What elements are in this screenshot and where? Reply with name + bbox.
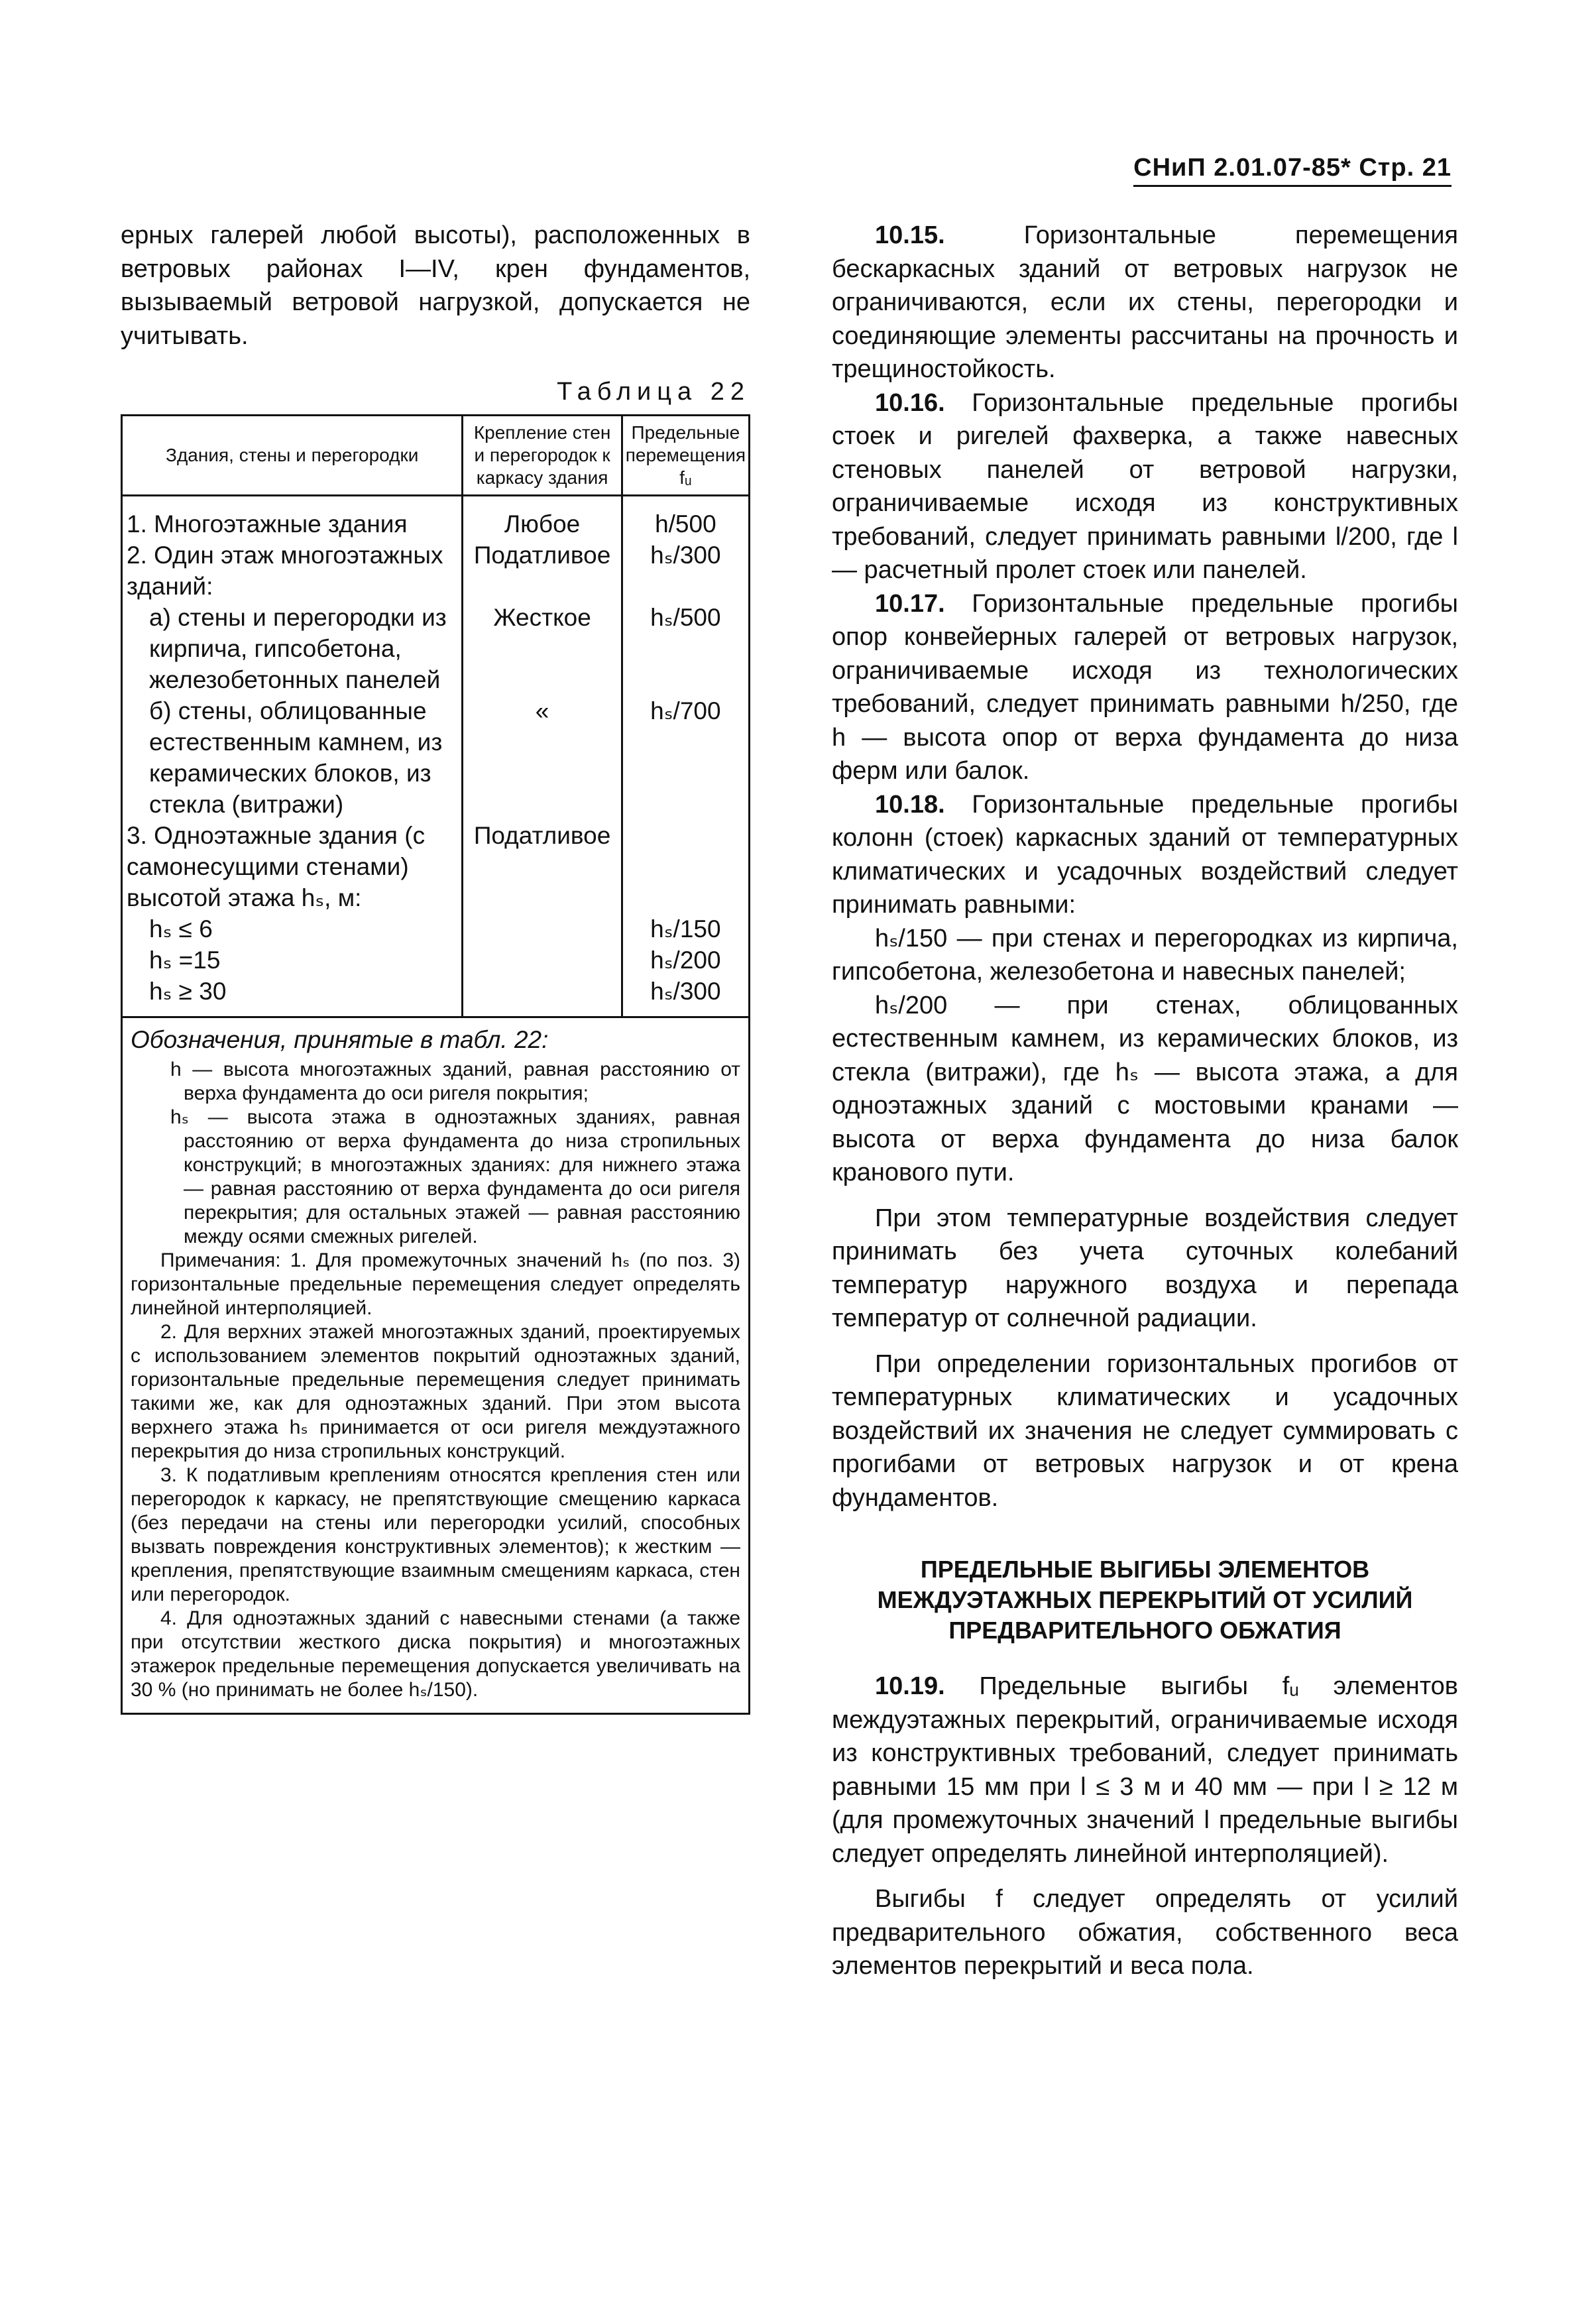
definition-h: h — высота многоэтажных зданий, равная расстоянию от верха фундамента до оси ригеля покрытия;: [170, 1059, 740, 1104]
row-fastening: Жесткое: [463, 602, 622, 695]
clause-10-18-b: hₛ/200 — при стенах, облицованных естественным камнем, из керамических блоков, из стекла (витражи), где hₛ — высота этажа, а для одноэтажных зданий с мостовыми кранами — высота от верха фундамента до низа балок кранового пути.: [832, 991, 1458, 1186]
table-row: [122, 820, 750, 913]
row-label: hₛ =15: [122, 945, 463, 976]
right-column: [832, 219, 1458, 1983]
table-row: [122, 945, 750, 976]
table-row: [122, 976, 750, 1017]
table-header-row: [122, 416, 750, 496]
row-label: 3. Одноэтажные здания (с самонесущими стенами) высотой этажа hₛ, м:: [122, 820, 463, 913]
page-header: СНиП 2.01.07-85* Стр. 21: [1133, 154, 1452, 187]
clause-10-15: [832, 219, 1458, 386]
row-fastening: [463, 945, 622, 976]
row-limit: hₛ/500: [622, 602, 749, 695]
clause-10-19: [832, 1670, 1458, 1870]
row-label: а) стены и перегородки из кирпича, гипсобетона, железобетонных панелей: [122, 602, 463, 695]
definition-hs: hₛ — высота этажа в одноэтажных зданиях, равная расстоянию от верха фундамента до низа стропильных конструкций; в многоэтажных зданиях: для нижнего этажа — равная расстоянию от верха фундамента до оси ригеля перекрытия; для остальных этажей — равная расстоянию между осями смежных ригелей.: [170, 1106, 740, 1247]
row-limit: [622, 820, 749, 913]
clause-number: 10.18.: [875, 790, 945, 819]
note-3: 3. К податливым креплениям относятся крепления стен или перегородок к каркасу, не препятствующие смещению каркаса (без передачи на стены или перегородки усилий, способных вызвать повреждения конструктивных элементов); к жестким — крепления, препятствующие взаимным смещениям каркаса, стен или перегородок.: [131, 1464, 740, 1605]
clause-10-16: [832, 386, 1458, 587]
row-fastening: Любое: [463, 496, 622, 540]
row-limit: hₛ/300: [622, 976, 749, 1017]
clause-text: Предельные выгибы fᵤ элементов междуэтажных перекрытий, ограничиваемые исходя из конструктивных требований, следует принимать равными 15 мм при l ≤ 3 м и 40 мм — при l ≥ 12 м (для промежуточных значений l предельные выгибы следует определять линейной интерполяцией).: [832, 1672, 1458, 1868]
clause-10-17: [832, 587, 1458, 788]
row-fastening: [463, 976, 622, 1017]
table-row: [122, 496, 750, 540]
table-row: [122, 540, 750, 602]
row-label: б) стены, облицованные естественным камнем, из керамических блоков, из стекла (витражи): [122, 695, 463, 820]
clause-10-18: [832, 788, 1458, 922]
notes-title: Обозначения, принятые в табл. 22:: [131, 1026, 549, 1053]
deflection-paragraph: При определении горизонтальных прогибов от температурных климатических и усадочных воздействий их значения не следует суммировать с прогибами от ветровых нагрузок и от крена фундаментов.: [832, 1350, 1458, 1512]
row-limit: hₛ/150: [622, 913, 749, 945]
row-limit: hₛ/700: [622, 695, 749, 820]
left-column: [121, 219, 750, 1715]
row-label: hₛ ≥ 30: [122, 976, 463, 1017]
table-row: [122, 602, 750, 695]
row-fastening: Податливое: [463, 820, 622, 913]
row-fastening: Податливое: [463, 540, 622, 602]
header-buildings: Здания, стены и перегородки: [122, 416, 463, 496]
clause-number: 10.15.: [875, 221, 945, 249]
final-paragraph: Выгибы f следует определять от усилий предварительного обжатия, собственного веса элементов перекрытий и веса пола.: [832, 1885, 1458, 1980]
row-label: 2. Один этаж многоэтажных зданий:: [122, 540, 463, 602]
clause-text: Горизонтальные предельные прогибы стоек и ригелей фахверка, а также навесных стеновых панелей от ветровой нагрузки, ограничиваемые исходя из конструктивных требований, следует принимать равными l/200, где l — расчетный пролет стоек или панелей.: [832, 388, 1458, 584]
note-1: Примечания: 1. Для промежуточных значений hₛ (по поз. 3) горизонтальные предельные перемещения следует определять линейной интерполяцией.: [131, 1249, 740, 1319]
clause-number: 10.19.: [875, 1672, 945, 1700]
temperature-paragraph: При этом температурные воздействия следует принимать без учета суточных колебаний температур наружного воздуха и перепада температур от солнечной радиации.: [832, 1204, 1458, 1332]
header-fastening: Крепление стен и перегородок к каркасу здания: [463, 416, 622, 496]
intro-paragraph: ерных галерей любой высоты), расположенных в ветровых районах I—IV, крен фундаментов, вызываемый ветровой нагрузкой, допускается не учитывать.: [121, 221, 750, 350]
row-limit: hₛ/200: [622, 945, 749, 976]
row-label: 1. Многоэтажные здания: [122, 496, 463, 540]
table-caption: Таблица 22: [557, 378, 750, 406]
table-22: [121, 414, 750, 1018]
row-limit: hₛ/300: [622, 540, 749, 602]
row-fastening: «: [463, 695, 622, 820]
clause-number: 10.16.: [875, 388, 945, 417]
clause-text: Горизонтальные предельные прогибы опор конвейерных галерей от ветровых нагрузок, ограничиваемые исходя из технологических требований, следует принимать равными h/250, где h — высота опор от верха фундамента до низа ферм или балок.: [832, 589, 1458, 785]
row-fastening: [463, 913, 622, 945]
clause-number: 10.17.: [875, 589, 945, 618]
note-2: 2. Для верхних этажей многоэтажных зданий, проектируемых с использованием элементов покрытий одноэтажных зданий, горизонтальные предельные перемещения следует принимать такими же, как для одноэтажных зданий. При этом высота верхнего этажа hₛ принимается от оси ригеля междуэтажного перекрытия до низа стропильных конструкций.: [131, 1321, 740, 1462]
table-row: [122, 695, 750, 820]
clause-text: Горизонтальные перемещения бескаркасных зданий от ветровых нагрузок не ограничиваются, если их стены, перегородки и соединяющие элементы рассчитаны на прочность и трещиностойкость.: [832, 221, 1458, 383]
clause-text: Горизонтальные предельные прогибы колонн (стоек) каркасных зданий от температурных климатических и усадочных воздействий следует принимать равными:: [832, 790, 1458, 919]
header-limit: Предельные перемещения fᵤ: [622, 416, 749, 496]
section-title: ПРЕДЕЛЬНЫЕ ВЫГИБЫ ЭЛЕМЕНТОВ МЕЖДУЭТАЖНЫХ ПЕРЕКРЫТИЙ ОТ УСИЛИЙ ПРЕДВАРИТЕЛЬНОГО ОБЖАТИЯ: [877, 1556, 1413, 1644]
table-row: [122, 913, 750, 945]
table-notes: [121, 1018, 750, 1715]
row-limit: h/500: [622, 496, 749, 540]
note-4: 4. Для одноэтажных зданий с навесными стенами (а также при отсутствии жесткого диска покрытия) и многоэтажных этажерок предельные перемещения допускается увеличивать на 30 % (но принимать не более hₛ/150).: [131, 1607, 740, 1701]
clause-10-18-a: hₛ/150 — при стенах и перегородках из кирпича, гипсобетона, железобетона и навесных панелей;: [832, 924, 1458, 986]
row-label: hₛ ≤ 6: [122, 913, 463, 945]
